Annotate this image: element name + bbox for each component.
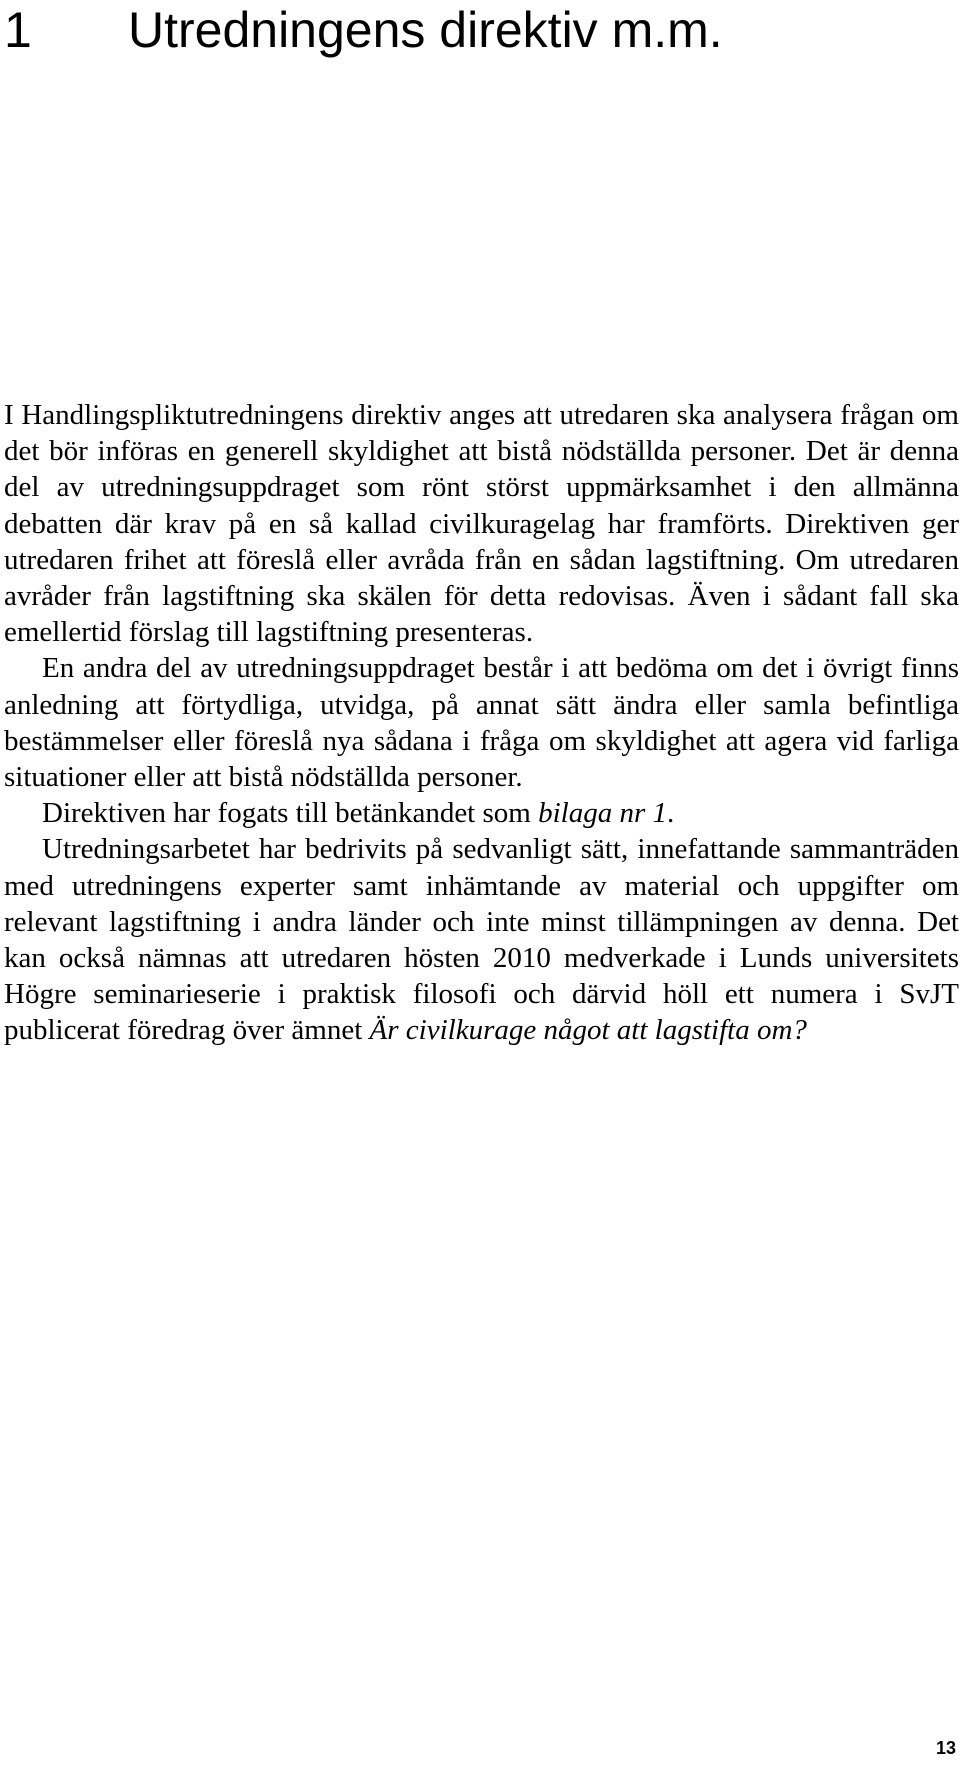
paragraph-appendix-text: Direktiven har fogats till betänkandet som bbox=[42, 797, 539, 830]
chapter-heading bbox=[4, 0, 723, 60]
paragraph-work bbox=[4, 831, 959, 1048]
paragraph-appendix-end: . bbox=[667, 797, 675, 830]
page-number: 13 bbox=[935, 1738, 956, 1758]
paragraph-appendix bbox=[4, 795, 959, 831]
paragraph-second-part: En andra del av utredningsuppdraget består i att bedöma om det i övrigt finns anledning att förtydliga, utvidga, på annat sätt ändra eller samla befintliga bestämmelser eller föreslå nya sådana i fråga om skyldighet att agera vid farliga situationer eller att bistå nödställda personer. bbox=[4, 652, 959, 794]
paragraph-directive: I Handlingspliktutredningens direktiv anges att utredaren ska analysera frågan om det bör införas en generell skyldighet att bistå nödställda personer. Det är denna del av utredningsuppdraget som rönt störst uppmärksamhet i den allmänna debatten där krav på en så kallad civilkuragelag har framförts. Direktiven ger utredaren frihet att föreslå eller avråda från en sådan lagstiftning. Om utredaren avråder från lagstiftning ska skälen för detta redovisas. Även i sådant fall ska emellertid förslag till lagstiftning presenteras. bbox=[4, 399, 959, 649]
body-text bbox=[4, 397, 959, 1049]
paragraph-work-text: Utredningsarbetet har bedrivits på sedvanligt sätt, innefattande sammanträden med utredningens experter samt inhämtande av material och uppgifter om relevant lagstiftning i andra länder och inte minst tillämpningen av denna. Det kan också nämnas att utredaren hösten 2010 medverkade i Lunds universitets Högre seminarieserie i praktisk filosofi och därvid höll ett numera i SvJT publicerat föredrag över ämnet bbox=[4, 833, 959, 1047]
appendix-reference: bilaga nr 1 bbox=[538, 797, 667, 830]
lecture-title: Är civilkurage något att lagstifta om? bbox=[369, 1014, 807, 1047]
chapter-number: 1 bbox=[4, 2, 32, 58]
chapter-title: Utredningens direktiv m.m. bbox=[128, 2, 723, 58]
